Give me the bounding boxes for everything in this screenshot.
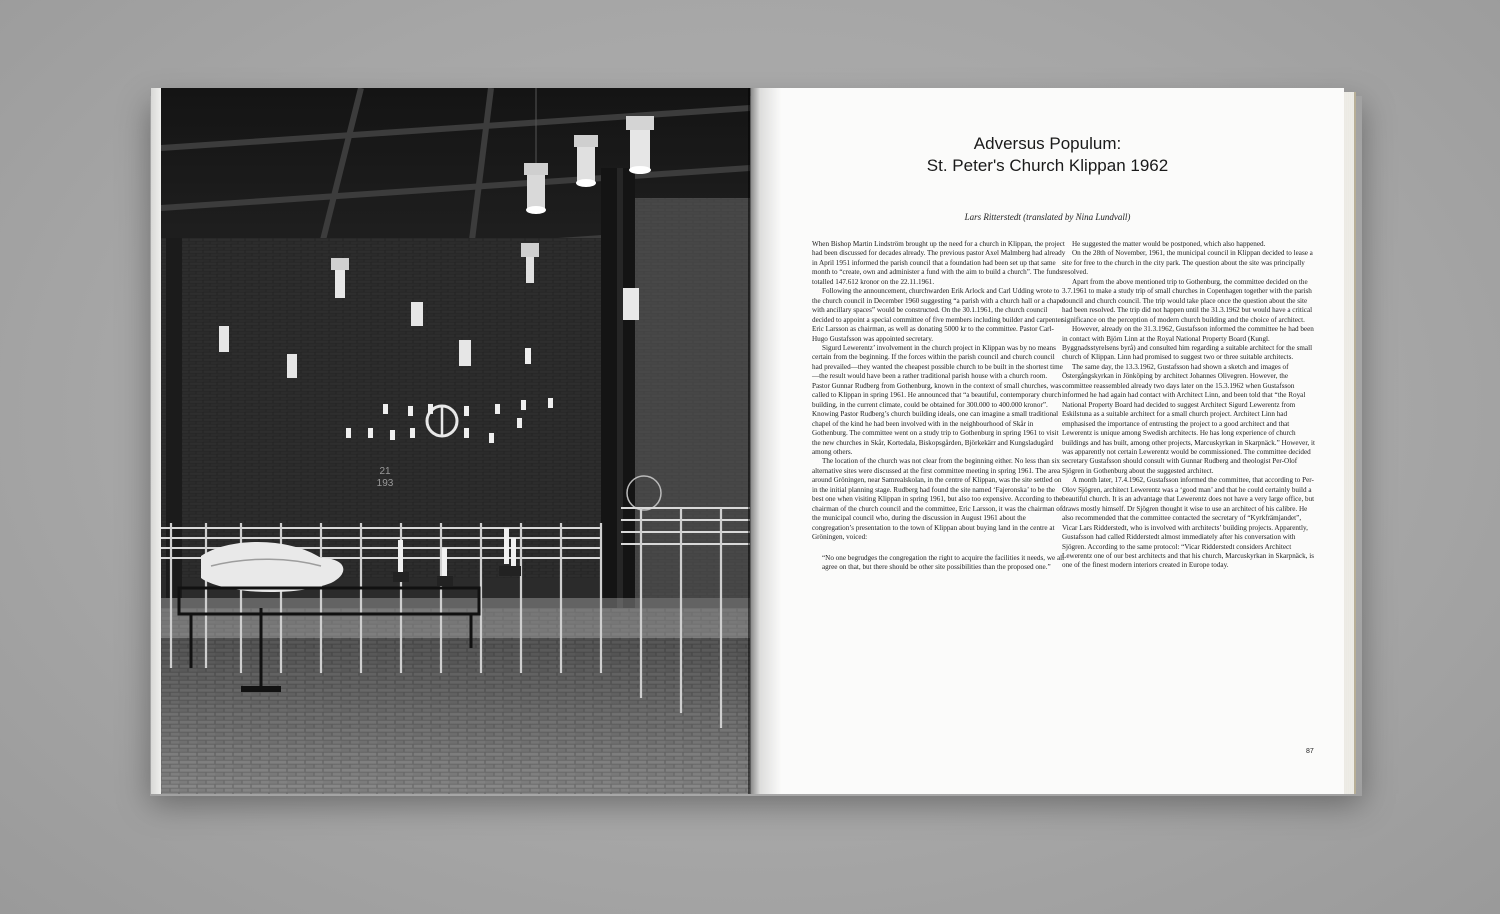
page-number: 87 xyxy=(1306,748,1314,755)
article-byline: Lars Ritterstedt (translated by Nina Lundvall) xyxy=(964,212,1131,222)
paragraph: On the 28th of November, 1961, the municipal council in Klippan decided to lease a site for free to the church in the city park. The question about the site was principally resolved. xyxy=(1062,249,1313,277)
paragraph: Sigurd Lewerentz’ involvement in the church project in Klippan was by no means certain from the beginning. If the forces within the parish council and church council had prevailed—they wanted the cheapest possible church to be built in the shortest time—the result would have been a rather traditional parish house with a church room. Pastor Gunnar Rudberg from Gothenburg, known in the context of small churches, was called to Klippan in spring 1961. He announced that “a beautiful, contemporary church building, in the current climate, could be obtained for 300.000 to 400.000 kronor”. Knowing Pastor Rudberg’s church building ideals, one can imagine a small traditional chapel of the kind he had been involved with in the neighbourhood of Skår in Gothenburg. The committee went on a study trip to Gothenburg in spring 1961 to visit the new churches in Skår, Kortedala, Biskopsgården, Björkekärr and Kungsladugård among others. xyxy=(812,343,1063,456)
article-title-line2: St. Peter's Church Klippan 1962 xyxy=(926,156,1169,175)
paragraph: Following the announcement, churchwarden Erik Arlock and Carl Udding wrote to the church council in December 1960 suggesting “a parish with a church hall or a chapel with ancillary spaces” would be constructed. On the 30.1.1961, the church council decided to appoint a special committee of five members including builder and carpenter Eric Larsson as chairman, as well as donating 5000 kr to the committee. Pastor Carl-Hugo Gustafsson was appointed secretary. xyxy=(812,287,1066,343)
text-column-left xyxy=(812,240,1066,572)
church-interior-photo xyxy=(161,88,750,794)
paragraph: A month later, 17.4.1962, Gustafsson informed the committee, that according to Per-Olov Sjögren, architect Lewerentz was a ‘good man’ and that he could certainly build a beautiful church. It is an advantage that Lewerentz does not have a very large office, but draws mostly himself. Dr Sjögren thought it wise to use an architect of his calibre. He also recommended that the committee contacted the secretary of “Kyrkfrämjandet”, Vicar Lars Ridderstedt, who is involved with architects’ building projects. Apparently, Gustafsson had called Ridderstedt almost immediately after his conversation with Sjögren. According to the same protocol: “Vicar Ridderstedt considers Architect Lewerentz one of our best architects and that his church, Marcuskyrkan in Skarpnäck, is one of the finest modern interiors created in Europe today. xyxy=(1062,476,1315,570)
paragraph: The location of the church was not clear from the beginning either. No less than six alternative sites were discussed at the first committee meeting in spring 1961. The area around Gröningen, near Samrealskolan, in the centre of Klippan, was the site settled on in the initial planning stage. Rudberg had found the site named ‘Fajeronska’ to be the best one when visiting Klippan in spring 1961, but also too expensive. According to the chairman of the church council and the committee, Eric Larsson, it was the chairman of the municipal council who, during the discussion in August 1961 about the congregation’s presentation to the town of Klippan about buying land in the centre at Gröningen, voiced: xyxy=(812,457,1063,542)
block-quote: “No one begrudges the congregation the right to acquire the facilities it needs, we all agree on that, but there should be other site possibilities than the proposed one.” xyxy=(822,553,1065,571)
article-title xyxy=(751,133,1344,177)
wall-inscription-line1: 21 xyxy=(379,466,391,477)
paragraph: The same day, the 13.3.1962, Gustafsson had shown a sketch and images of Östergångskyrkan in Jönköping by architect Johannes Olivegren. However, the committee reassembled already two days later on the 15.3.1962 when Gustafsson informed he had again had contact with Architect Linn, and been told that “the Royal National Property Board had decided to suggest Architect Sigurd Lewerentz from Eskilstuna as a suitable architect for a small church project. Architect Linn had emphasised the importance of entrusting the project to a good architect and that Lewerentz is unique among Swedish architects. He has long experience of church buildings and has built, among other projects, Marcuskyrkan in Skarpnäck.” However, it was apparently not certain Lewerentz would be commissioned. The committee decided secretary Gustafsson should consult with Gunnar Rudberg and theologist Per-Olof Sjögren in Gothenburg about the suggested architect. xyxy=(1062,362,1315,475)
paragraph: When Bishop Martin Lindström brought up the need for a church in Klippan, the project had been discussed for decades already. The previous pastor Axel Malmberg had already in April 1951 informed the parish council that a foundation had been set up that same month to “create, own and administer a fund with the aim to build a church”. The funds totalled 147.612 kronor on the 22.11.1961. xyxy=(812,240,1066,286)
article-title-line1: Adversus Populum: xyxy=(973,134,1122,153)
paragraph: However, already on the 31.3.1962, Gustafsson informed the committee he had been in contact with Björn Linn at the Royal National Property Board (Kungl. Byggnadsstyrelsens byrå) and consulted him regarding a suitable architect for the small church of Klippan. Linn had promised to suggest two or three suitable architects. xyxy=(1062,325,1314,362)
paragraph: He suggested the matter would be postponed, which also happened. xyxy=(1072,240,1266,248)
left-page-edge xyxy=(151,88,161,794)
wall-inscription-line2: 193 xyxy=(376,478,394,489)
text-column-right xyxy=(1062,240,1316,571)
page-stack-edge xyxy=(1344,92,1356,794)
paragraph: Apart from the above mentioned trip to Gothenburg, the committee decided on the 3.7.1961 to make a study trip of small churches in Copenhagen together with the parish council and church council. The trip would take place once the question about the site had been resolved. The trip did not happen until the 31.3.1962 but would have a critical significance on the perception of modern church building and the choice of architect. xyxy=(1062,277,1313,324)
